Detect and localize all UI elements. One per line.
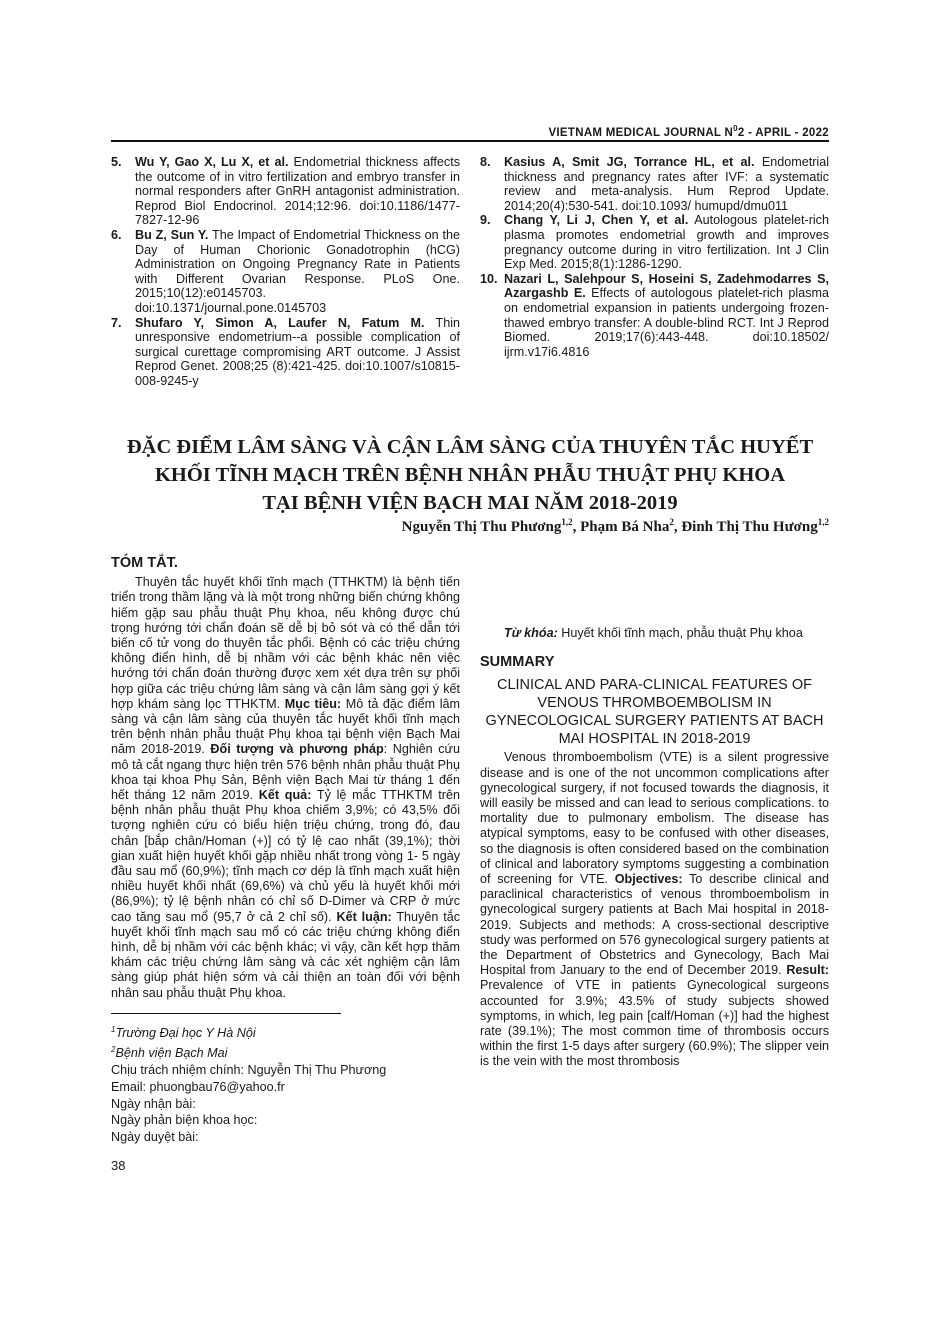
reference-text: Endometrial thickness affects the outcome of in vitro fertilization and embryo transfer in normal responders after GnRH antagonist administration. Reprod Biol Endocrinol. 2014;12:96. doi:10.1186/1477-7827-12-96 xyxy=(135,155,461,228)
page-number: 38 xyxy=(111,1158,126,1173)
abstract-heading: TÓM TẮT. xyxy=(111,555,178,571)
reference-authors: Bu Z, Sun Y. xyxy=(135,227,209,242)
summary-heading: SUMMARY xyxy=(480,654,555,671)
contact-email: Email: phuongbau76@yahoo.fr xyxy=(111,1079,285,1094)
affiliation-text: Bệnh viện Bạch Mai xyxy=(115,1046,228,1061)
affiliation-text: Trường Đại học Y Hà Nội xyxy=(115,1026,256,1041)
running-header xyxy=(111,124,829,139)
objective-text: Mô tả đặc điểm lâm sàng và cận lâm sàng của thuyên tắc huyết khối tĩnh mạch trên bệnh nhân phẫu thuật Phụ khoa tại bệnh viện Bạch Mai năm 2018-2019. xyxy=(111,696,460,757)
author-affiliation: 1,2 xyxy=(561,517,573,527)
reference-number: 9. xyxy=(480,213,491,228)
received-date: Ngày nhận bài: xyxy=(111,1096,196,1111)
author-affiliation: 1,2 xyxy=(817,517,829,527)
summary-title: CLINICAL AND PARA-CLINICAL FEATURES OF VENOUS THROMBOEMBOLISM IN GYNECOLOGICAL SURGERY PATIENTS AT BACH MAI HOSPITAL IN 2018-2019 xyxy=(485,677,824,748)
summary-result-text: Prevalence of VTE in patients Gynecological surgeons accounted for 3.9%; 43.5% of study subjects showed symptoms, in which, leg pain [calf/Homan (+)] had the highest rate (39.1%); The most common time of thrombosis occurs within the first 1-5 days after surgery (60.9%); The slipper vein is the vein with the most thrombosis xyxy=(480,978,829,1069)
header-sup: 0 xyxy=(733,124,738,133)
abstract-paragraph xyxy=(111,575,460,1001)
conclusion-text: Thuyên tắc huyết khối tĩnh mạch sau mổ có các triệu chứng không điển hình, dễ bị nhầm với các bệnh khác; vì vậy, cần kết hợp thăm khám các triệu chứng lâm sàng và các xét nghiệm cận lâm sàng giúp phát hiện sớm và cải thiện an toàn đối với bệnh nhân sau phẫu thuật Phụ khoa. xyxy=(111,909,461,1000)
reference-authors: Shufaro Y, Simon A, Laufer N, Fatum M. xyxy=(135,315,425,330)
methods-text: : Nghiên cứu mô tả cắt ngang thực hiện trên 576 bệnh nhân phẫu thuật Phụ khoa tại khoa Phụ Sản, Bệnh viện Bạch Mai từ tháng 1 đến hết tháng 12 năm 2019. xyxy=(111,742,460,803)
results-label: Kết quả: xyxy=(258,788,312,803)
footnote-rule xyxy=(111,1013,341,1014)
reference-authors: Kasius A, Smit JG, Torrance HL, et al. xyxy=(504,155,755,169)
author-name: Đinh Thị Thu Hương xyxy=(681,519,818,535)
methods-label: Đối tượng và phương pháp xyxy=(210,742,384,757)
summary-objectives-text: To describe clinical and paraclinical characteristics of venous thromboembolism in gynecological surgery patients at Bach Mai hospital in 2018-2019. Subjects and methods: A cross-sectional descriptive study was performed on 576 gynecological surgery patients at the Department of Obstetrics and Gynecology, Bach Mai Hospital from January to the end of December 2019. xyxy=(480,872,829,978)
reference-authors: Wu Y, Gao X, Lu X, et al. xyxy=(135,155,289,169)
reference-item xyxy=(480,155,829,213)
summary-paragraph xyxy=(480,750,829,1069)
author-separator: , xyxy=(572,519,581,535)
title-line: ĐẶC ĐIỂM LÂM SÀNG VÀ CẬN LÂM SÀNG CỦA THUYÊN TẮC HUYẾT xyxy=(126,436,814,458)
title-line: TẠI BỆNH VIỆN BẠCH MAI NĂM 2018-2019 xyxy=(262,492,678,514)
conclusion-label: Kết luận: xyxy=(336,909,392,924)
reference-item xyxy=(111,316,460,389)
author-separator: , xyxy=(673,519,682,535)
summary-result-label: Result: xyxy=(786,963,829,978)
reference-item xyxy=(480,213,829,271)
reference-number: 6. xyxy=(111,227,122,242)
corresponding-author: Chịu trách nhiệm chính: Nguyễn Thị Thu Phương xyxy=(111,1062,387,1077)
right-column xyxy=(480,626,829,1070)
footnotes xyxy=(111,1022,460,1146)
reference-number: 10. xyxy=(480,271,498,286)
reference-text: Endometrial thickness and pregnancy rates after IVF: a systematic review and meta-analysis. Hum Reprod Update. 2014;20(4):530-541. doi:10.1093/ humupd/dmu011 xyxy=(504,155,830,213)
references-left xyxy=(111,155,460,389)
review-date: Ngày phản biện khoa học: xyxy=(111,1113,258,1128)
affiliation-2 xyxy=(111,1042,460,1062)
keywords-text: Huyết khối tĩnh mạch, phẫu thuật Phụ khoa xyxy=(561,626,803,640)
author-list xyxy=(111,517,829,536)
abstract-vietnamese xyxy=(111,556,460,1001)
affiliation-number: 2 xyxy=(111,1044,116,1054)
reference-authors: Chang Y, Li J, Chen Y, et al. xyxy=(504,213,689,228)
author-name: Nguyễn Thị Thu Phương xyxy=(401,519,562,535)
keywords-label: Từ khóa: xyxy=(504,626,558,640)
results-text: Tỷ lệ mắc TTHKTM trên bệnh nhân phẫu thuật Phụ khoa chiếm 3,9%; có 43,5% đối tượng nghiên cứu có biểu hiện triệu chứng, trong đó, đau chân [bắp chân/Homan (+)] có tỷ lệ cao nhất (39,1%); thời gian xuất hiện huyết khối gặp nhiều nhất trong vòng 1- 5 ngày đầu sau mổ (60,9%); tĩnh mạch cơ dép là tĩnh mạch xuất hiện nhiều huyết khối nhất (69,6%) và chủ yếu là huyết khối mới (86,9%); tỷ lệ bệnh nhân có chỉ số D-Dimer và CRP ở mức cao tăng sau mổ (95,7 ở cả 2 chỉ số). xyxy=(111,788,460,924)
references-right xyxy=(480,155,829,359)
reference-text: Autologous platelet-rich plasma promotes endometrial growth and improves pregnancy outcome during in vitro fertilization. Int J Clin Exp Med. 2015;8(1):1286-1290. xyxy=(504,213,829,272)
reference-number: 8. xyxy=(480,155,491,169)
reference-number: 5. xyxy=(111,155,122,169)
accepted-date: Ngày duyệt bài: xyxy=(111,1130,199,1145)
header-rule xyxy=(111,140,829,142)
title-line: KHỐI TĨNH MẠCH TRÊN BỆNH NHÂN PHẪU THUẬT PHỤ KHOA xyxy=(154,464,786,486)
reference-number: 7. xyxy=(111,315,122,330)
reference-item xyxy=(111,228,460,316)
reference-authors: Nazari L, Salehpour S, Hoseini S, Zadehmodarres S, Azargashb E. xyxy=(504,271,829,301)
affiliation-1 xyxy=(111,1022,460,1042)
keywords xyxy=(480,626,829,641)
reference-text: Effects of autologous platelet-rich plasma on endometrial expansion in patients undergoing frozen-thawed embryo transfer: A double-blind RCT. Int J Reprod Biomed. 2019;17(6):443-448. doi:10.18502/ ijrm.v17i6.4816 xyxy=(504,286,829,359)
summary-objectives-label: Objectives: xyxy=(614,872,683,887)
reference-text: Thin unresponsive endometrium--a possible complication of surgical curettage compromising ART outcome. J Assist Reprod Genet. 2008;25 (8):421-425. doi:10.1007/s10815-008-9245-y xyxy=(135,315,460,388)
reference-item xyxy=(111,155,460,228)
objective-label: Mục tiêu: xyxy=(284,696,342,711)
author-affiliation: 2 xyxy=(669,517,674,527)
header-prefix: VIETNAM MEDICAL JOURNAL N xyxy=(548,126,734,139)
summary-intro: Venous thromboembolism (VTE) is a silent progressive disease and is one of the not uncommon complications after gynecological surgery, if not focused towards the diagnosis, it will easily be missed and can lead to serious complications. to mortality due to pulmonary embolism. The disease has atypical symptoms, easy to be confused with other diseases, so the diagnosis is often considered based on the combination of clinical and laboratory symptoms suggesting a combination of screening for VTE. xyxy=(480,750,829,887)
abstract-intro: Thuyên tắc huyết khối tĩnh mạch (TTHKTM) là bệnh tiến triển trong thầm lặng và là một trong những biến chứng không hiếm gặp sau phẫu thuật Phụ khoa, nếu không được chú trọng hướng tới chẩn đoán sẽ dễ bị bỏ sót và có thể dẫn tới biến cố tử vong do thuyên tắc phổi. Bệnh có các triệu chứng không điển hình, dễ bị nhầm với các bệnh khác nên việc hướng tới chẩn đoán thường được xem xét dựa trên sự phối hợp giữa các triệu chứng lâm sàng và cận lâm sàng gợi ý kết hợp khám sàng lọc TTHKTM. xyxy=(111,575,460,711)
reference-item xyxy=(480,272,829,360)
reference-text: The Impact of Endometrial Thickness on the Day of Human Chorionic Gonadotrophin (hCG) Administration on Ongoing Pregnancy Rate in Patients with Different Ovarian Response. PLoS One. 2015;10(12):e0145703. doi:10.1371/journal.pone.0145703 xyxy=(135,227,460,315)
author-name: Phạm Bá Nha xyxy=(580,519,670,535)
affiliation-number: 1 xyxy=(111,1025,116,1034)
article-title xyxy=(111,433,829,517)
header-suffix: 2 - APRIL - 2022 xyxy=(737,126,829,139)
